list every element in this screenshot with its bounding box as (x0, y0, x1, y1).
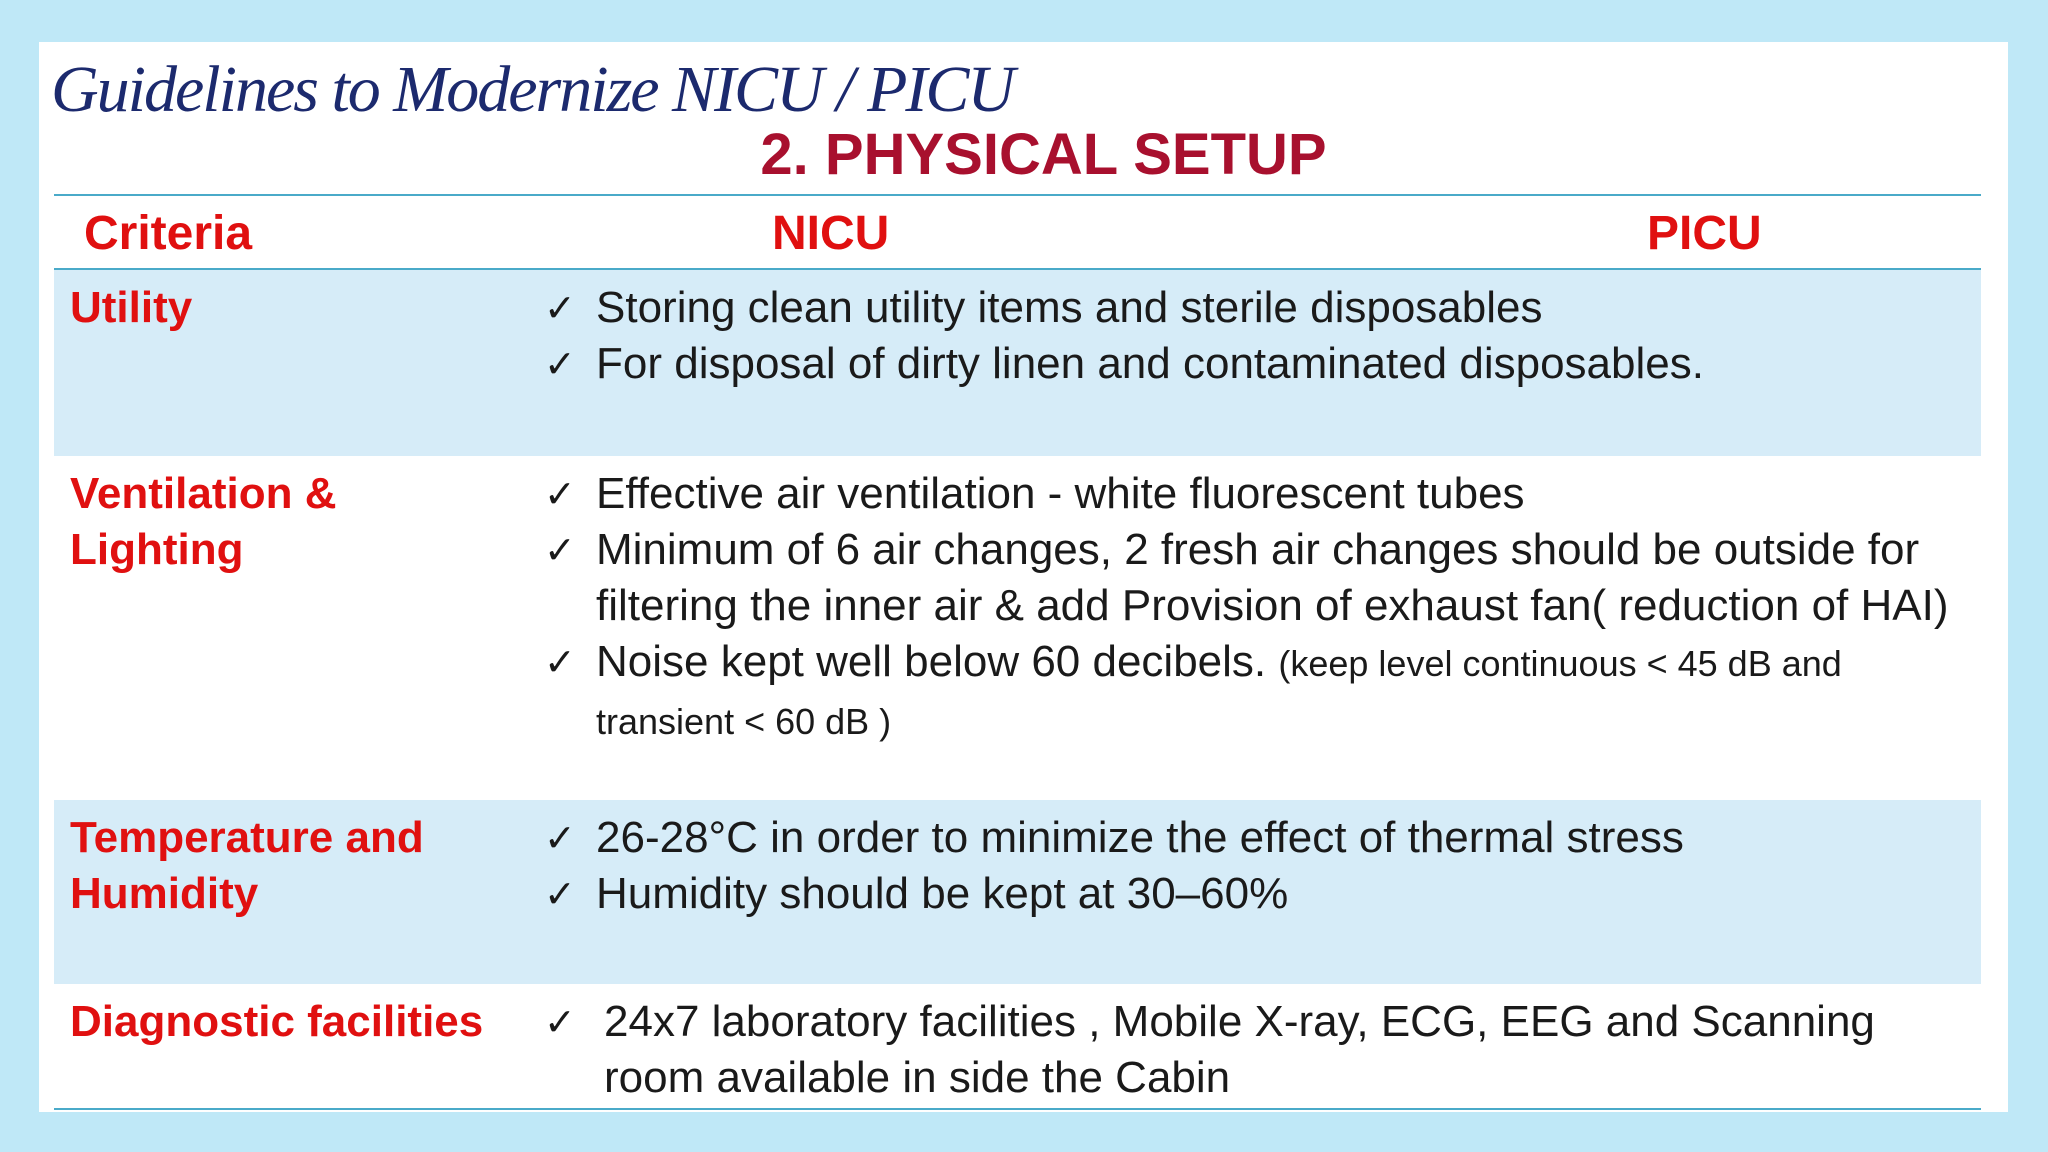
check-icon: ✓ (544, 816, 576, 860)
list-item (544, 280, 1973, 336)
criteria-label: Ventilation & Lighting (70, 469, 337, 574)
item-list (544, 280, 1973, 392)
slide (39, 42, 2008, 1112)
check-icon: ✓ (544, 872, 576, 916)
table-row-ventilation (54, 456, 1981, 800)
criteria-label: Utility (70, 283, 193, 332)
section-title: 2. PHYSICAL SETUP (760, 122, 1327, 187)
criteria-label: Temperature and Humidity (70, 813, 424, 918)
list-item (544, 522, 1973, 634)
list-item (544, 810, 1973, 866)
brand-title: Guidelines to Modernize NICU / PICU (51, 53, 1014, 126)
check-icon: ✓ (544, 640, 576, 684)
item-text: Humidity should be kept at 30–60% (596, 869, 1289, 918)
list-item (544, 336, 1973, 392)
item-text: Storing clean utility items and sterile disposables (596, 283, 1543, 332)
header-criteria: Criteria (84, 207, 253, 260)
item-note: (keep level continuous < 45 dB and transient < 60 dB ) (596, 643, 1842, 742)
item-text: 26-28°C in order to minimize the effect of thermal stress (596, 813, 1684, 862)
table-row-diagnostic (54, 984, 1981, 1110)
table-row-temperature (54, 800, 1981, 984)
item-text: Minimum of 6 air changes, 2 fresh air changes should be outside for filtering the inner air & add Provision of exhaust fan( reduction of HAI) (596, 525, 1949, 630)
list-item (544, 634, 1973, 750)
check-icon: ✓ (544, 528, 576, 572)
item-text: Noise kept well below 60 decibels. (596, 637, 1267, 686)
item-list (544, 810, 1973, 922)
check-icon: ✓ (544, 286, 576, 330)
header-nicu: NICU (772, 207, 890, 260)
item-text: For disposal of dirty linen and contaminated disposables. (596, 339, 1704, 388)
list-item (544, 994, 1973, 1106)
check-icon: ✓ (544, 472, 576, 516)
check-icon: ✓ (544, 342, 576, 386)
list-item (544, 866, 1973, 922)
check-icon: ✓ (544, 1000, 576, 1044)
item-text: Effective air ventilation - white fluorescent tubes (596, 469, 1525, 518)
header-picu: PICU (1647, 207, 1762, 260)
criteria-table (54, 194, 1981, 1110)
table-header (54, 194, 1981, 270)
table-row-utility (54, 270, 1981, 456)
item-text: 24x7 laboratory facilities , Mobile X-ray, ECG, EEG and Scanning room available in side the Cabin (604, 997, 1875, 1102)
criteria-label: Diagnostic facilities (70, 997, 484, 1046)
item-list (544, 466, 1973, 750)
list-item (544, 466, 1973, 522)
item-list (544, 994, 1973, 1106)
